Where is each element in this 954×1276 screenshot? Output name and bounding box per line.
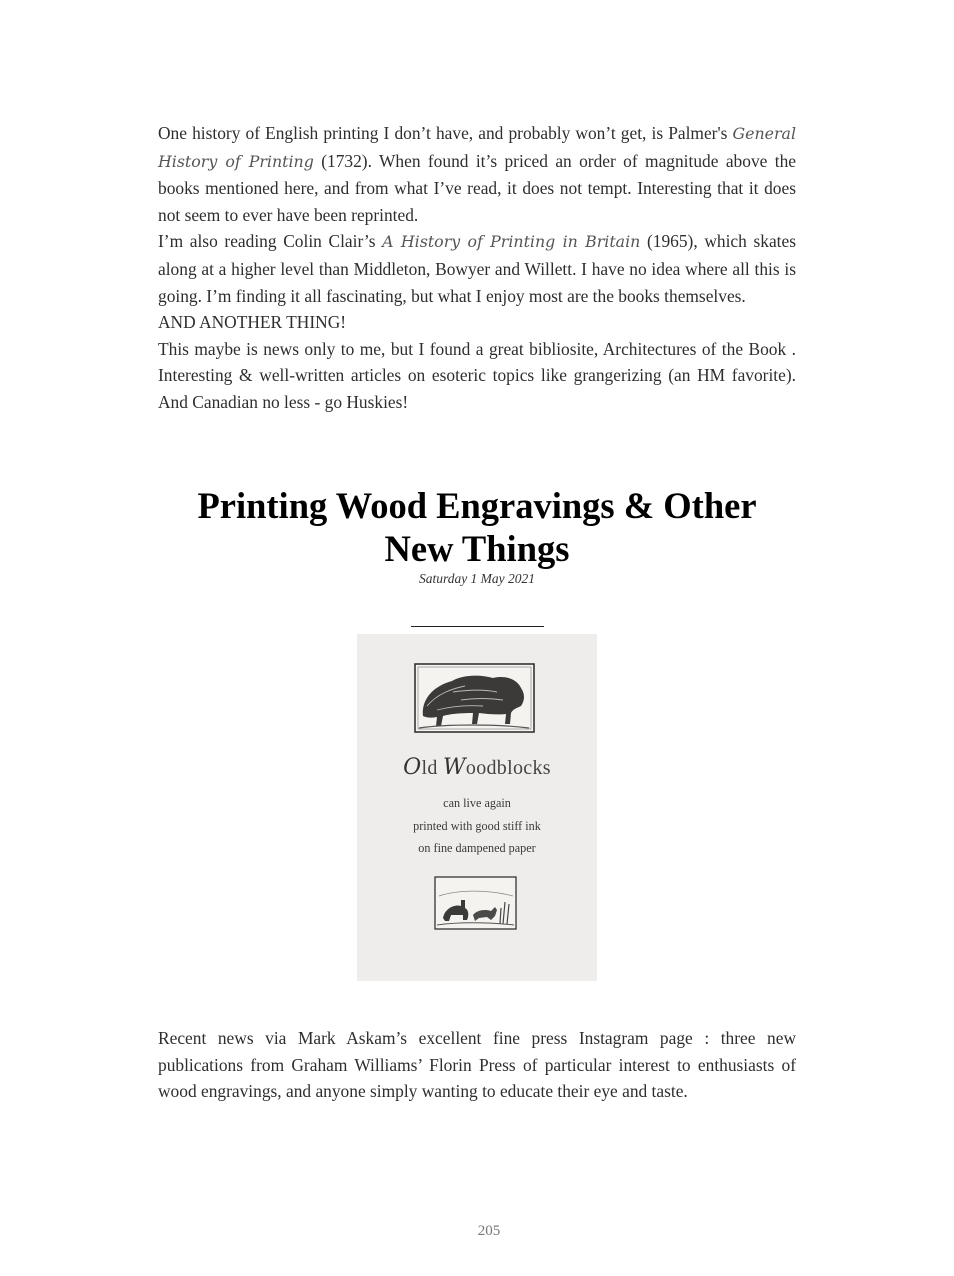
post-date: Saturday 1 May 2021 xyxy=(418,571,536,586)
divider-rule xyxy=(411,626,544,627)
body-text-bottom xyxy=(158,1025,796,1105)
book-title-palmer: General History of Printing xyxy=(158,124,796,171)
post-title-line-1: Printing Wood Engravings & Other xyxy=(197,485,757,526)
poster-image xyxy=(357,634,597,981)
paragraph-palmer: One history of English printing I don’t have, and probably won’t get, is Palmer's General History of Printing (1732). When found it’s priced an order of magnitude above the books mentioned here, and from what I’ve read, it does not tempt. Interesting that it does not seem to ever have been reprinted. xyxy=(158,123,796,225)
book-title-clair: A History of Printing in Britain xyxy=(382,232,641,252)
poster-subtext: can live again printed with good stiff ink on fine dampened paper xyxy=(413,796,541,855)
page-number: 205 xyxy=(477,1223,501,1239)
body-text-top xyxy=(158,120,796,416)
paragraph-another-thing: AND ANOTHER THING! xyxy=(158,312,347,333)
rider-woodcut-icon xyxy=(435,877,516,929)
paragraph-bibliosite: This maybe is news only to me, but I found a great bibliosite, Architectures of the Book . Interesting & well-written articles on esoteric topics like grangerizing (an HM favorite). And Canadian no less - go Huskies! xyxy=(158,338,796,412)
post-title-line-2: New Things xyxy=(384,528,570,569)
paragraph-florin-press: Recent news via Mark Askam’s excellent fine press Instagram page : three new publications from Graham Williams’ Florin Press of particular interest to enthusiasts of wood engravings, and anyone simply wanting to educate their eye and taste. xyxy=(158,1028,796,1102)
poster-heading: Old Woodblocks xyxy=(403,755,551,780)
paragraph-clair: I’m also reading Colin Clair’s A History of Printing in Britain (1965), which skates along at a higher level than Middleton, Bowyer and Willett. I have no idea where all this is going. I’m finding it all fascinating, but what I enjoy most are the books themselves. xyxy=(158,231,796,306)
post-title xyxy=(120,484,834,570)
bison-woodcut-icon xyxy=(415,664,534,732)
